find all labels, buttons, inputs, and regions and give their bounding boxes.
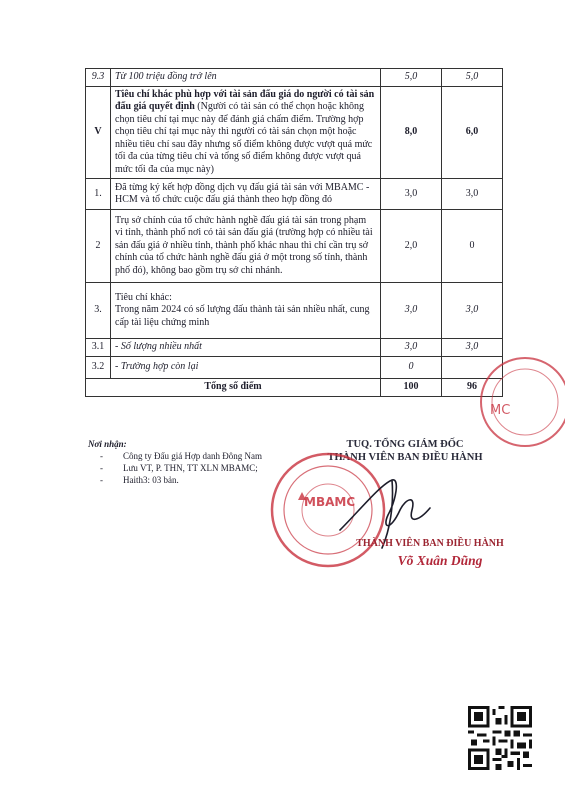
table-row <box>86 210 503 283</box>
row-number: 1. <box>86 179 111 210</box>
total-max-score: 100 <box>381 379 442 397</box>
signature-authority: TUQ. TỔNG GIÁM ĐỐC <box>346 439 464 450</box>
given-score: 3,0 <box>442 339 503 357</box>
recipients-title: Nơi nhận: <box>88 439 127 449</box>
row-description-bold: Tiêu chí khác phù hợp với tài sản đấu giá do người có tài sản đấu giá quyết định <box>115 88 375 112</box>
max-score: 0 <box>381 357 442 379</box>
partial-seal-icon <box>470 352 565 452</box>
qr-code-icon <box>468 706 532 770</box>
given-score: 5,0 <box>442 69 503 87</box>
table-row <box>86 357 503 379</box>
recipient-item: - Haith3: 03 bản. <box>100 475 179 485</box>
recipient-item: - Lưu VT, P. THN, TT XLN MBAMC; <box>100 463 258 473</box>
recipients-block <box>88 438 262 486</box>
row-description: Từ 100 triệu đồng trở lên <box>111 69 381 87</box>
criteria-table <box>85 68 503 397</box>
row-number: V <box>86 86 111 179</box>
table-row <box>86 339 503 357</box>
given-score: 6,0 <box>442 86 503 179</box>
total-label: Tổng số điểm <box>86 379 381 397</box>
row-number: 9.3 <box>86 69 111 87</box>
row-description <box>111 86 381 179</box>
row-description <box>111 283 381 339</box>
row-number: 3. <box>86 283 111 339</box>
table-row <box>86 283 503 339</box>
table-row <box>86 179 503 210</box>
given-score: 3,0 <box>442 283 503 339</box>
row-description-heading: Tiêu chí khác: <box>115 291 172 303</box>
row-description-note: (Người có tài sản có thể chọn hoặc không chọn tiêu chí tại mục này để đánh giá chấm điểm. Trường hợp chọn tiêu chí tại mục này thì người có tài sản chọn một hoặc nhiều tiêu chí sau đây nhưng số điểm không được vượt quá mức tối đa của từng tiêu chí và tổng số điểm không được vượt quá mức tối đa của mục này) <box>115 101 373 175</box>
svg-text:MBAMC: MBAMC <box>304 495 356 509</box>
max-score: 3,0 <box>381 283 442 339</box>
given-score: 0 <box>442 210 503 283</box>
max-score: 3,0 <box>381 179 442 210</box>
row-number: 3.2 <box>86 357 111 379</box>
max-score: 2,0 <box>381 210 442 283</box>
row-description: - Trường hợp còn lại <box>111 357 381 379</box>
signature-position: THÀNH VIÊN BAN ĐIỀU HÀNH <box>327 452 483 463</box>
row-description: Đã từng ký kết hợp đồng dịch vụ đấu giá tài sản với MBAMC - HCM và tổ chức cuộc đấu giá thành theo hợp đồng đó <box>111 179 381 210</box>
row-description-body: Trong năm 2024 có số lượng đấu thành tài sản nhiều nhất, cung cấp tài liệu chứng minh <box>115 304 370 328</box>
table-row <box>86 69 503 87</box>
recipients-list <box>88 450 262 486</box>
row-description: Trụ sở chính của tổ chức hành nghề đấu giá tài sản trong phạm vi tỉnh, thành phố nơi có tài sản đấu giá (trường hợp có nhiều tài sản đấu giá ở nhiều tỉnh, thành phố khác nhau thì chỉ cần trụ sở chính của tổ chức hành nghề đấu giá ở một trong số tỉnh, thành phố đó), không bao gồm trụ sở chi nhánh. <box>111 210 381 283</box>
svg-text:MC: MC <box>490 403 511 418</box>
signer-name: Võ Xuân Dũng <box>397 553 483 568</box>
row-number: 2 <box>86 210 111 283</box>
total-row <box>86 379 503 397</box>
total-given-score: 96 <box>442 379 503 397</box>
max-score: 8,0 <box>381 86 442 179</box>
table-row <box>86 86 503 179</box>
max-score: 3,0 <box>381 339 442 357</box>
row-description: - Số lượng nhiều nhất <box>111 339 381 357</box>
given-score: 3,0 <box>442 179 503 210</box>
signer-role: THÀNH VIÊN BAN ĐIỀU HÀNH <box>356 538 504 549</box>
recipient-item: - Công ty Đấu giá Hợp danh Đông Nam <box>100 451 262 461</box>
row-number: 3.1 <box>86 339 111 357</box>
max-score: 5,0 <box>381 69 442 87</box>
